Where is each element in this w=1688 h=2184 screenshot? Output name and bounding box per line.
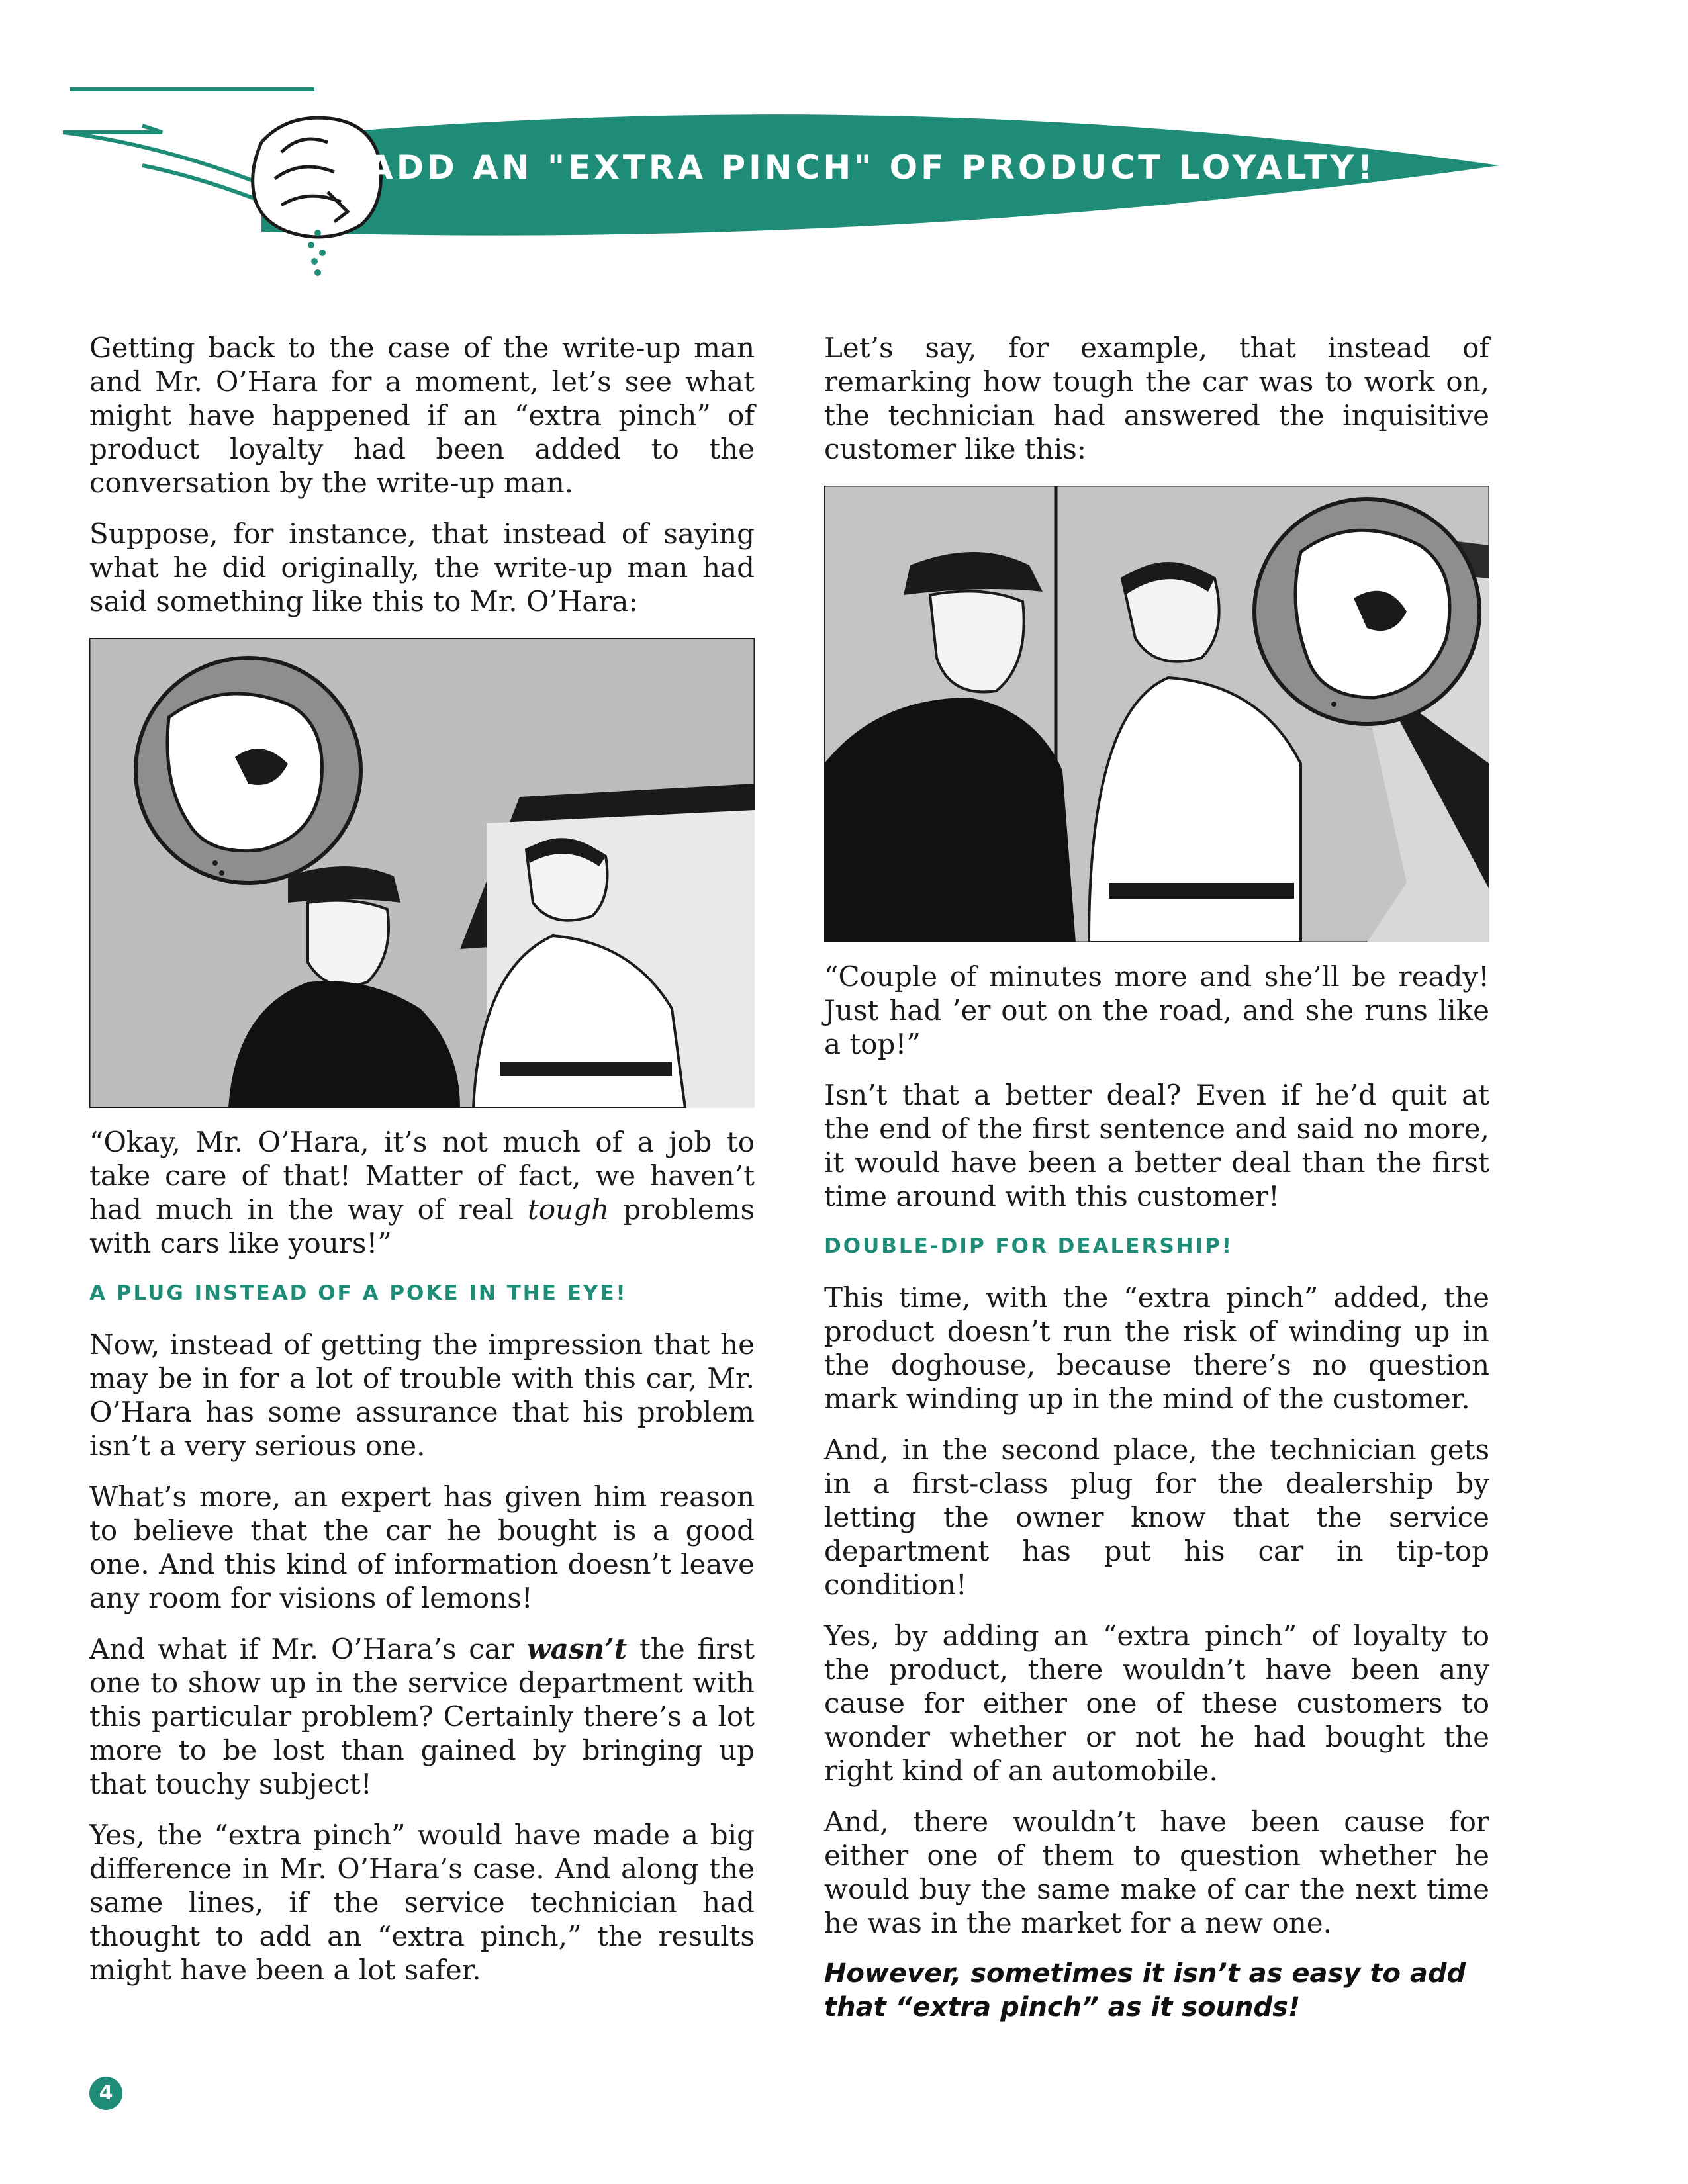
emphasis-text: wasn’t [526, 1633, 628, 1665]
quote-paragraph [89, 1125, 755, 1260]
paragraph: This time, with the “extra pinch” added, the product doesn’t run the risk of winding up in the doghouse, because there’s no question mark winding up in the mind of the customer. [824, 1281, 1489, 1415]
paragraph: Yes, by adding an “extra pinch” of loyalty to the product, there wouldn’t have been any cause for either one of these customers to wonder whether or not he had bought the right kind of an automobile. [824, 1619, 1489, 1787]
quote-text: “Okay, Mr. O’Hara, it’s not much of a job to take care of that! Matter of fact, we haven’t had much in the way of real [89, 1126, 755, 1226]
page-title: ADD AN "EXTRA PINCH" OF PRODUCT LOYALTY! [367, 148, 1376, 187]
paragraph: Now, instead of getting the impression that he may be in for a lot of trouble with this car, Mr. O’Hara has some assurance that his problem isn’t a very serious one. [89, 1328, 755, 1462]
paragraph: Let’s say, for example, that instead of remarking how tough the car was to work on, the technician had answered the inquisitive customer like this: [824, 332, 1489, 465]
closing-statement: However, sometimes it isn’t as easy to add that “extra pinch” as it sounds! [824, 1958, 1466, 2023]
quote-paragraph: “Couple of minutes more and she’ll be ready! Just had ’er out on the road, and she runs like a top!” [824, 960, 1489, 1060]
paragraph: Yes, the “extra pinch” would have made a big difference in Mr. O’Hara’s case. And along the same lines, if the service technician had thought to add an “extra pinch,” the results might have been a lot safer. [89, 1819, 755, 1986]
paragraph: What’s more, an expert has given him reason to believe that the car he bought is a good one. And this kind of information doesn’t leave any room for visions of lemons! [89, 1480, 755, 1614]
paragraph: And, there wouldn’t have been cause for either one of them to question whether he would buy the same make of car the next time he was in the market for a new one. [824, 1805, 1489, 1939]
section-subhead: DOUBLE-DIP FOR DEALERSHIP! [824, 1234, 1234, 1258]
pinching-hand-icon [253, 118, 381, 237]
paragraph: And, in the second place, the technician gets in a first-class plug for the dealership by letting the owner know that the service department has put his car in tip-top condition! [824, 1433, 1489, 1601]
section-subhead: A PLUG INSTEAD OF A POKE IN THE EYE! [89, 1281, 628, 1305]
paragraph-text: the first one to show up in the service department with this particular problem? Certainly there’s a lot more to be lost than gained by bringing up that touchy subject! [89, 1633, 755, 1800]
paragraph: Suppose, for instance, that instead of saying what he did originally, the write-up man had said something like this to Mr. O’Hara: [89, 518, 755, 617]
quote-text: problems with cars like yours!” [89, 1193, 755, 1259]
page-number: 4 [89, 2077, 122, 2110]
right-column [824, 331, 1489, 2025]
left-column [89, 331, 755, 2004]
paragraph-text: And what if Mr. O’Hara’s car [89, 1633, 527, 1665]
paragraph [89, 1632, 755, 1801]
emphasis-text: tough [527, 1193, 610, 1226]
paragraph: Isn’t that a better deal? Even if he’d quit at the end of the first sentence and said no more, it would have been a better deal than the first time around with this customer! [824, 1079, 1489, 1212]
hand-pinch-illustration [824, 486, 1489, 942]
hand-pinch-illustration [89, 638, 755, 1108]
paragraph: Getting back to the case of the write-up man and Mr. O’Hara for a moment, let’s see what might have happened if an “extra pinch” of product loyalty had been added to the conversation by the write-up man. [89, 332, 755, 499]
